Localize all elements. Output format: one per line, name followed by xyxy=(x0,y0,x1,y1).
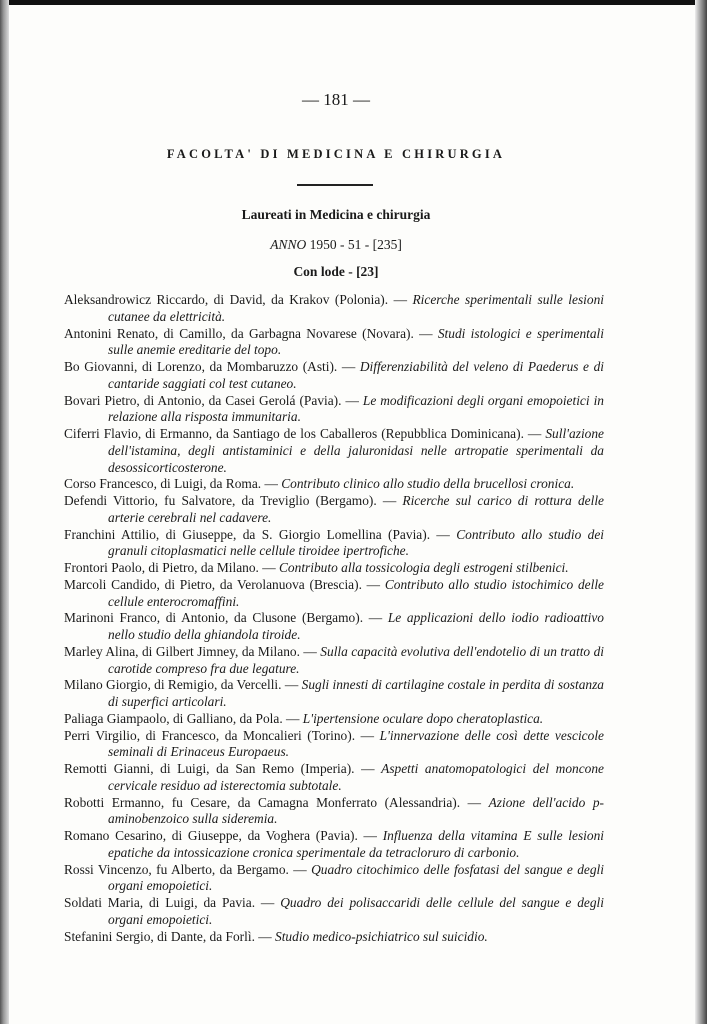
scan-right-edge xyxy=(695,0,707,1024)
list-item xyxy=(64,426,604,476)
thesis-title: L'innervazione delle così dette vescicole seminali di Erinaceus Europaeus. xyxy=(108,727,604,760)
thesis-title: Influenza della vitamina E sulle lesioni epatiche da intossicazione cronica sperimentale da tetracloruro di carbonio. xyxy=(108,828,604,860)
thesis-title: Le applicazioni dello iodio radioattivo nello studio della ghiandola tiroide. xyxy=(108,610,604,642)
list-item xyxy=(64,795,604,829)
thesis-title: L'ipertensione oculare dopo cheratoplastica. xyxy=(302,710,544,726)
graduate-name: Robotti Ermanno, fu Cesare, da Camagna Monferrato (Alessandria). — xyxy=(64,794,482,810)
thesis-title: Contributo allo studio dei granuli citoplasmatici nelle cellule tiroidee ipertrofiche. xyxy=(108,526,604,559)
list-item xyxy=(64,527,604,561)
thesis-title: Quadro dei polisaccaridi delle cellule del sangue e degli organi emopoietici. xyxy=(108,895,604,927)
thesis-title: Azione dell'acido p-aminobenzoico sulla sideremia. xyxy=(108,794,604,827)
graduate-name: Marinoni Franco, di Antonio, da Clusone (Bergamo). — xyxy=(64,610,383,626)
graduate-name: Romano Cesarino, di Giuseppe, da Voghera (Pavia). — xyxy=(64,828,377,843)
graduate-name: Milano Giorgio, di Remigio, da Vercelli. — xyxy=(64,677,299,693)
thesis-title: Ricerche sperimentali sulle lesioni cutanee da elettricità. xyxy=(108,292,604,324)
thesis-title: Ricerche sul carico di rottura delle arterie cerebrali nel cadavere. xyxy=(108,493,604,525)
graduate-name: Marcoli Candido, di Pietro, da Verolanuova (Brescia). — xyxy=(64,576,381,592)
list-item xyxy=(64,929,604,946)
thesis-title: Studio medico-psichiatrico sul suicidio. xyxy=(275,928,488,944)
list-item xyxy=(64,560,604,577)
thesis-title: Contributo alla tossicologia degli estrogeni stilbenici. xyxy=(279,560,569,575)
thesis-title: Differenziabilità del veleno di Paederus e di cantaride saggiati col test cutaneo. xyxy=(108,359,604,391)
thesis-title: Sugli innesti di cartilagine costale in perdita di sostanza di superfici articolari. xyxy=(108,677,604,709)
graduate-name: Stefanini Sergio, di Dante, da Forlì. — xyxy=(64,928,272,944)
thesis-title: Studi istologici e sperimentali sulle anemie ereditarie del topo. xyxy=(108,325,604,358)
section-heading: Laureati in Medicina e chirurgia xyxy=(241,207,431,222)
graduate-name: Antonini Renato, di Camillo, da Garbagna Novarese (Novara). — xyxy=(64,325,433,341)
thesis-title: Sull'azione dell'istamina, degli antistaminici e della jaluronidasi nelle artropatie sperimentali da desossicorticosterone. xyxy=(108,426,604,475)
year-label: ANNO xyxy=(270,237,307,252)
graduate-name: Remotti Gianni, di Luigi, da San Remo (Imperia). — xyxy=(64,761,375,776)
graduate-name: Paliaga Giampaolo, di Galliano, da Pola. — xyxy=(64,710,300,726)
graduate-name: Soldati Maria, di Luigi, da Pavia. — xyxy=(64,895,275,910)
graduate-name: Corso Francesco, di Luigi, da Roma. — xyxy=(64,476,278,492)
graduate-name: Aleksandrowicz Riccardo, di David, da Krakov (Polonia). — xyxy=(64,292,407,307)
graduate-name: Perri Virgilio, di Francesco, da Moncalieri (Torino). — xyxy=(64,727,375,743)
thesis-title: Le modificazioni degli organi emopoietici in relazione alla risposta immunitaria. xyxy=(108,392,605,425)
list-item xyxy=(64,610,604,644)
list-item xyxy=(64,292,604,326)
list-item xyxy=(64,393,604,427)
list-item xyxy=(64,862,604,896)
year-line xyxy=(0,237,672,253)
faculty-heading: FACOLTA' DI MEDICINA E CHIRURGIA xyxy=(166,147,506,161)
list-item xyxy=(64,677,604,711)
list-item xyxy=(64,476,604,493)
scan-top-border xyxy=(0,0,707,5)
list-item xyxy=(64,577,604,611)
graduate-name: Ciferri Flavio, di Ermanno, da Santiago de los Caballeros (Repubblica Dominicana). — xyxy=(64,426,542,441)
graduate-name: Marley Alina, di Gilbert Jimney, da Milano. — xyxy=(64,643,317,659)
list-item xyxy=(64,326,604,360)
graduate-name: Franchini Attilio, di Giuseppe, da S. Giorgio Lomellina (Pavia). — xyxy=(64,526,450,542)
thesis-title: Contributo allo studio istochimico delle cellule enterocromaffini. xyxy=(108,576,604,609)
graduate-name: Rossi Vincenzo, fu Alberto, da Bergamo. — xyxy=(64,861,307,877)
graduate-name: Bovari Pietro, di Antonio, da Casei Gerolá (Pavia). — xyxy=(64,392,359,408)
list-item xyxy=(64,359,604,393)
thesis-title: Sulla capacità evolutiva dell'endotelio di un tratto di carotide compreso fra due legature. xyxy=(108,643,604,676)
honors-heading: Con lode - [23] xyxy=(293,264,379,279)
graduate-name: Frontori Paolo, di Pietro, da Milano. — xyxy=(64,560,276,575)
list-item xyxy=(64,728,604,762)
graduates-list xyxy=(64,292,604,945)
list-item xyxy=(64,761,604,795)
list-item xyxy=(64,493,604,527)
list-item xyxy=(64,828,604,862)
list-item xyxy=(64,644,604,678)
thesis-title: Contributo clinico allo studio della brucellosi cronica. xyxy=(281,476,575,492)
thesis-title: Quadro citochimico delle fosfatasi del sangue e degli organi emopoietici. xyxy=(108,861,604,894)
page-number: — 181 — xyxy=(302,90,370,109)
graduate-name: Bo Giovanni, di Lorenzo, da Mombaruzzo (Asti). — xyxy=(64,359,356,374)
heading-rule xyxy=(297,184,373,186)
thesis-title: Aspetti anatomopatologici del moncone cervicale residuo ad isterectomia subtotale. xyxy=(108,761,604,793)
year-value: 1950 - 51 - [235] xyxy=(309,237,402,252)
list-item xyxy=(64,711,604,728)
list-item xyxy=(64,895,604,929)
graduate-name: Defendi Vittorio, fu Salvatore, da Treviglio (Bergamo). — xyxy=(64,493,397,508)
